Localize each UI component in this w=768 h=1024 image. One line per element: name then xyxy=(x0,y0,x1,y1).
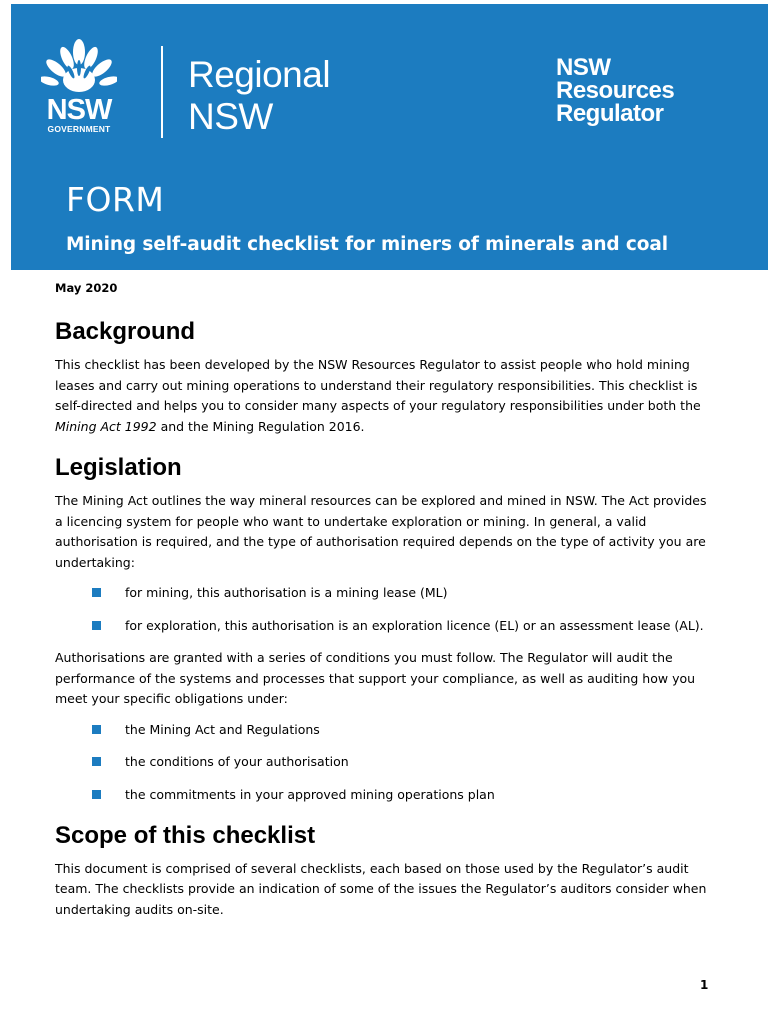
logo-divider xyxy=(161,46,163,138)
square-bullet-icon xyxy=(92,621,101,630)
legislation-paragraph-2: Authorisations are granted with a series of conditions you must follow. The Regulator will audit the performance of the systems and processes that support your compliance, as well as auditing how you meet your specific obligations under: xyxy=(55,650,696,706)
regulator-line-2: Resources xyxy=(556,77,675,104)
resources-regulator-logo xyxy=(556,56,674,125)
square-bullet-icon xyxy=(92,725,101,734)
legislation-paragraph-1: The Mining Act outlines the way mineral resources can be explored and mined in NSW. The Act provides a licencing system for people who want to undertake exploration or mining. In general, a valid authorisation is required, and the type of authorisation required depends on the type of activity you are undertaking: xyxy=(55,493,707,570)
scope-paragraph: This document is comprised of several checklists, each based on those used by the Regulator’s audit team. The checklists provide an indication of some of the issues the Regulator’s auditors consider when undertaking audits on-site. xyxy=(55,860,707,917)
nsw-logo-wordmark: NSW xyxy=(46,94,112,126)
background-heading: Background xyxy=(55,318,196,345)
regulator-line-1: NSW xyxy=(556,54,611,81)
header-banner xyxy=(11,4,768,270)
list-item xyxy=(55,720,717,740)
form-label: FORM xyxy=(66,180,165,219)
list-item xyxy=(55,583,717,603)
page-number: 1 xyxy=(700,978,709,992)
obligations-list xyxy=(55,720,717,805)
background-text-2: and the Mining Regulation 2016. xyxy=(156,418,365,434)
list-item-text: the commitments in your approved mining operations plan xyxy=(125,786,495,802)
regional-line-2: NSW xyxy=(188,96,273,137)
regional-line-1: Regional xyxy=(188,54,331,95)
list-item-text: the conditions of your authorisation xyxy=(125,754,349,769)
list-item xyxy=(55,752,717,772)
waratah-logo-icon xyxy=(41,38,117,98)
nsw-government-label: GOVERNMENT xyxy=(47,124,111,134)
mining-act-citation: Mining Act 1992 xyxy=(55,418,157,434)
regulator-line-3: Regulator xyxy=(556,100,664,127)
regional-nsw-title xyxy=(188,54,330,138)
square-bullet-icon xyxy=(92,588,101,597)
authorisation-type-list xyxy=(55,583,717,636)
background-paragraph xyxy=(55,355,717,437)
scope-heading: Scope of this checklist xyxy=(55,821,316,849)
background-text-1: This checklist has been developed by the NSW Resources Regulator to assist people who hold mining leases and carry out mining operations to understand their regulatory responsibilities. This checklist is self-directed and helps you to consider many aspects of your regulatory responsibilities under both the xyxy=(55,357,701,413)
document-body xyxy=(55,280,717,930)
document-date: May 2020 xyxy=(55,281,118,295)
square-bullet-icon xyxy=(92,790,101,799)
square-bullet-icon xyxy=(92,757,101,766)
list-item xyxy=(55,616,717,636)
form-title: Mining self-audit checklist for miners of minerals and coal xyxy=(66,234,668,255)
list-item xyxy=(55,785,717,805)
list-item-text: for exploration, this authorisation is an exploration licence (EL) or an assessment lease (AL). xyxy=(125,617,704,633)
list-item-text: for mining, this authorisation is a mining lease (ML) xyxy=(125,585,448,600)
list-item-text: the Mining Act and Regulations xyxy=(125,721,320,737)
legislation-heading: Legislation xyxy=(55,454,182,481)
